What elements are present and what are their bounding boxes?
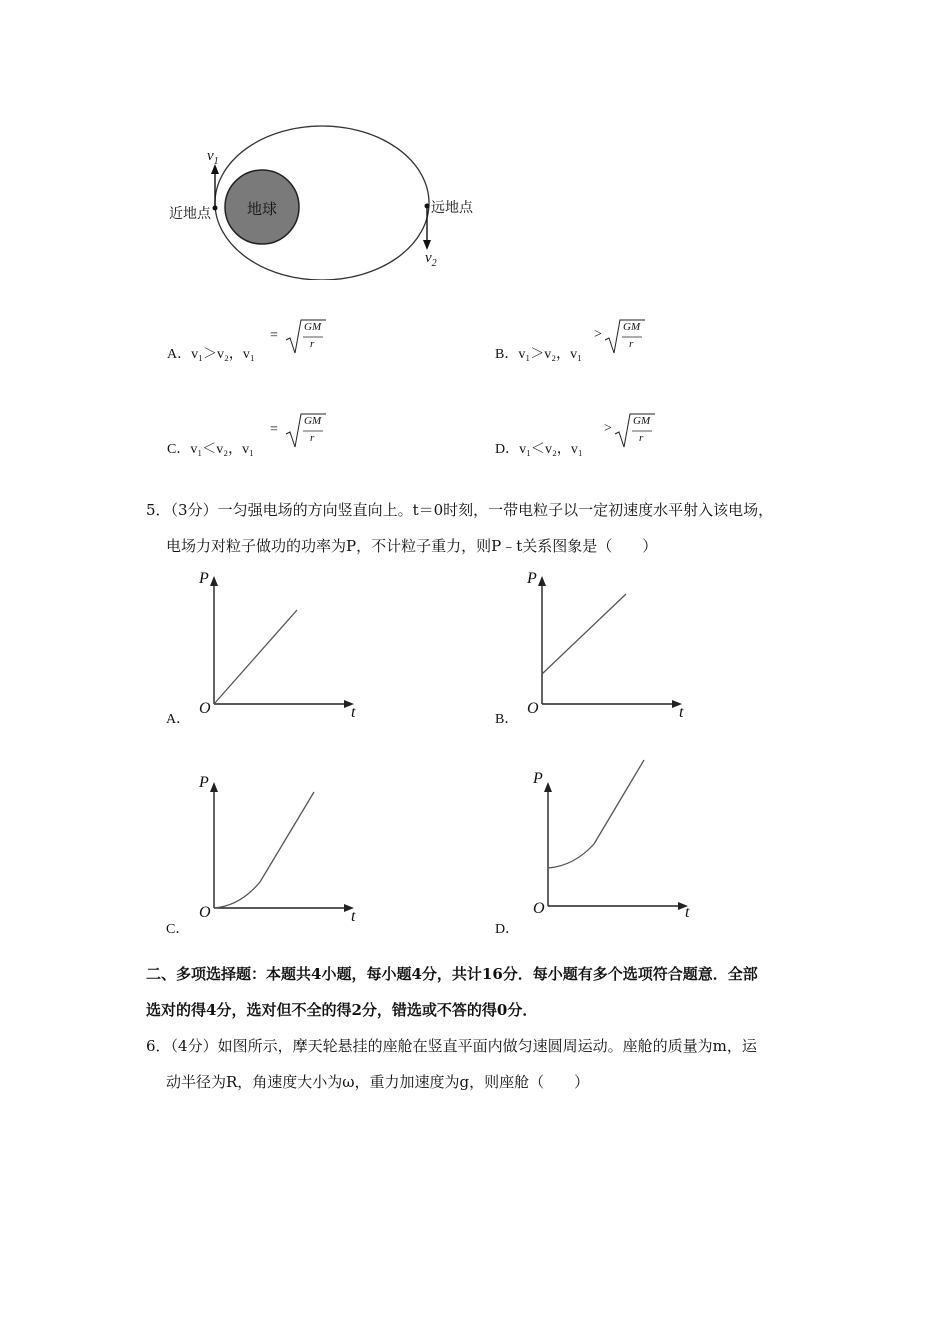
q6-stem-line1: 6．（4分）如图所示，摩天轮悬挂的座舱在竖直平面内做匀速圆周运动。座舱的质量为m，运: [146, 1037, 757, 1055]
v2-label: $v_2$: [425, 250, 437, 269]
x-axis-label: t: [679, 704, 684, 721]
x-axis-label: t: [351, 704, 356, 721]
q5-stem-line1: 5．（3分）一匀强电场的方向竖直向上。t＝0时刻，一带电粒子以一定初速度水平射入该电场，: [146, 501, 774, 519]
graph-d: [518, 758, 708, 928]
section2-heading-line1: 二、多项选择题：本题共4小题，每小题4分，共计16分．每小题有多个选项符合题意．全部: [146, 965, 758, 983]
y-axis-label: P: [533, 770, 543, 787]
origin-label: O: [533, 900, 545, 917]
sqrt-formula: GM r: [285, 412, 327, 454]
graph-option-b[interactable]: B．: [495, 712, 519, 727]
relation-symbol: =: [270, 422, 278, 437]
q6-stem-line2: 动半径为R，角速度大小为ω，重力加速度为g，则座舱（ ）: [166, 1073, 590, 1091]
y-axis-label: P: [199, 570, 209, 587]
q4-option-a[interactable]: A．v₁＞v₂，v₁: [167, 347, 255, 362]
graph-option-c[interactable]: C．: [166, 922, 190, 937]
graph-c: [190, 770, 370, 930]
relation-symbol: >: [604, 421, 612, 436]
v1-label: $v_1$: [207, 148, 219, 167]
sqrt-formula: GM r: [285, 318, 327, 360]
graph-a: [190, 570, 370, 730]
apogee-label: 远地点: [431, 200, 473, 216]
section2-heading-line2: 选对的得4分，选对但不全的得2分，错选或不答的得0分．: [146, 1001, 538, 1019]
origin-label: O: [527, 700, 539, 717]
earth-label: 地球: [247, 200, 278, 218]
sqrt-formula: GM r: [604, 318, 646, 360]
q4-option-d[interactable]: D．v₁＜v₂，v₁: [495, 442, 583, 457]
y-axis-label: P: [527, 570, 537, 587]
relation-symbol: >: [594, 327, 602, 342]
x-axis-label: t: [685, 904, 690, 921]
graph-option-d[interactable]: D．: [495, 922, 520, 937]
relation-symbol: =: [270, 328, 278, 343]
y-axis-label: P: [199, 774, 209, 791]
x-axis-label: t: [351, 908, 356, 925]
origin-label: O: [199, 904, 211, 921]
q4-option-b[interactable]: B．v₁＞v₂，v₁: [495, 347, 582, 362]
q5-stem-line2: 电场力对粒子做功的功率为P，不计粒子重力，则P﹣t关系图象是（ ）: [166, 537, 658, 555]
graph-option-a[interactable]: A．: [166, 712, 191, 727]
origin-label: O: [199, 700, 211, 717]
graph-b: [518, 570, 698, 730]
q4-option-c[interactable]: C．v₁＜v₂，v₁: [167, 442, 254, 457]
sqrt-formula: GM r: [614, 412, 656, 454]
perigee-label: 近地点: [169, 206, 211, 222]
